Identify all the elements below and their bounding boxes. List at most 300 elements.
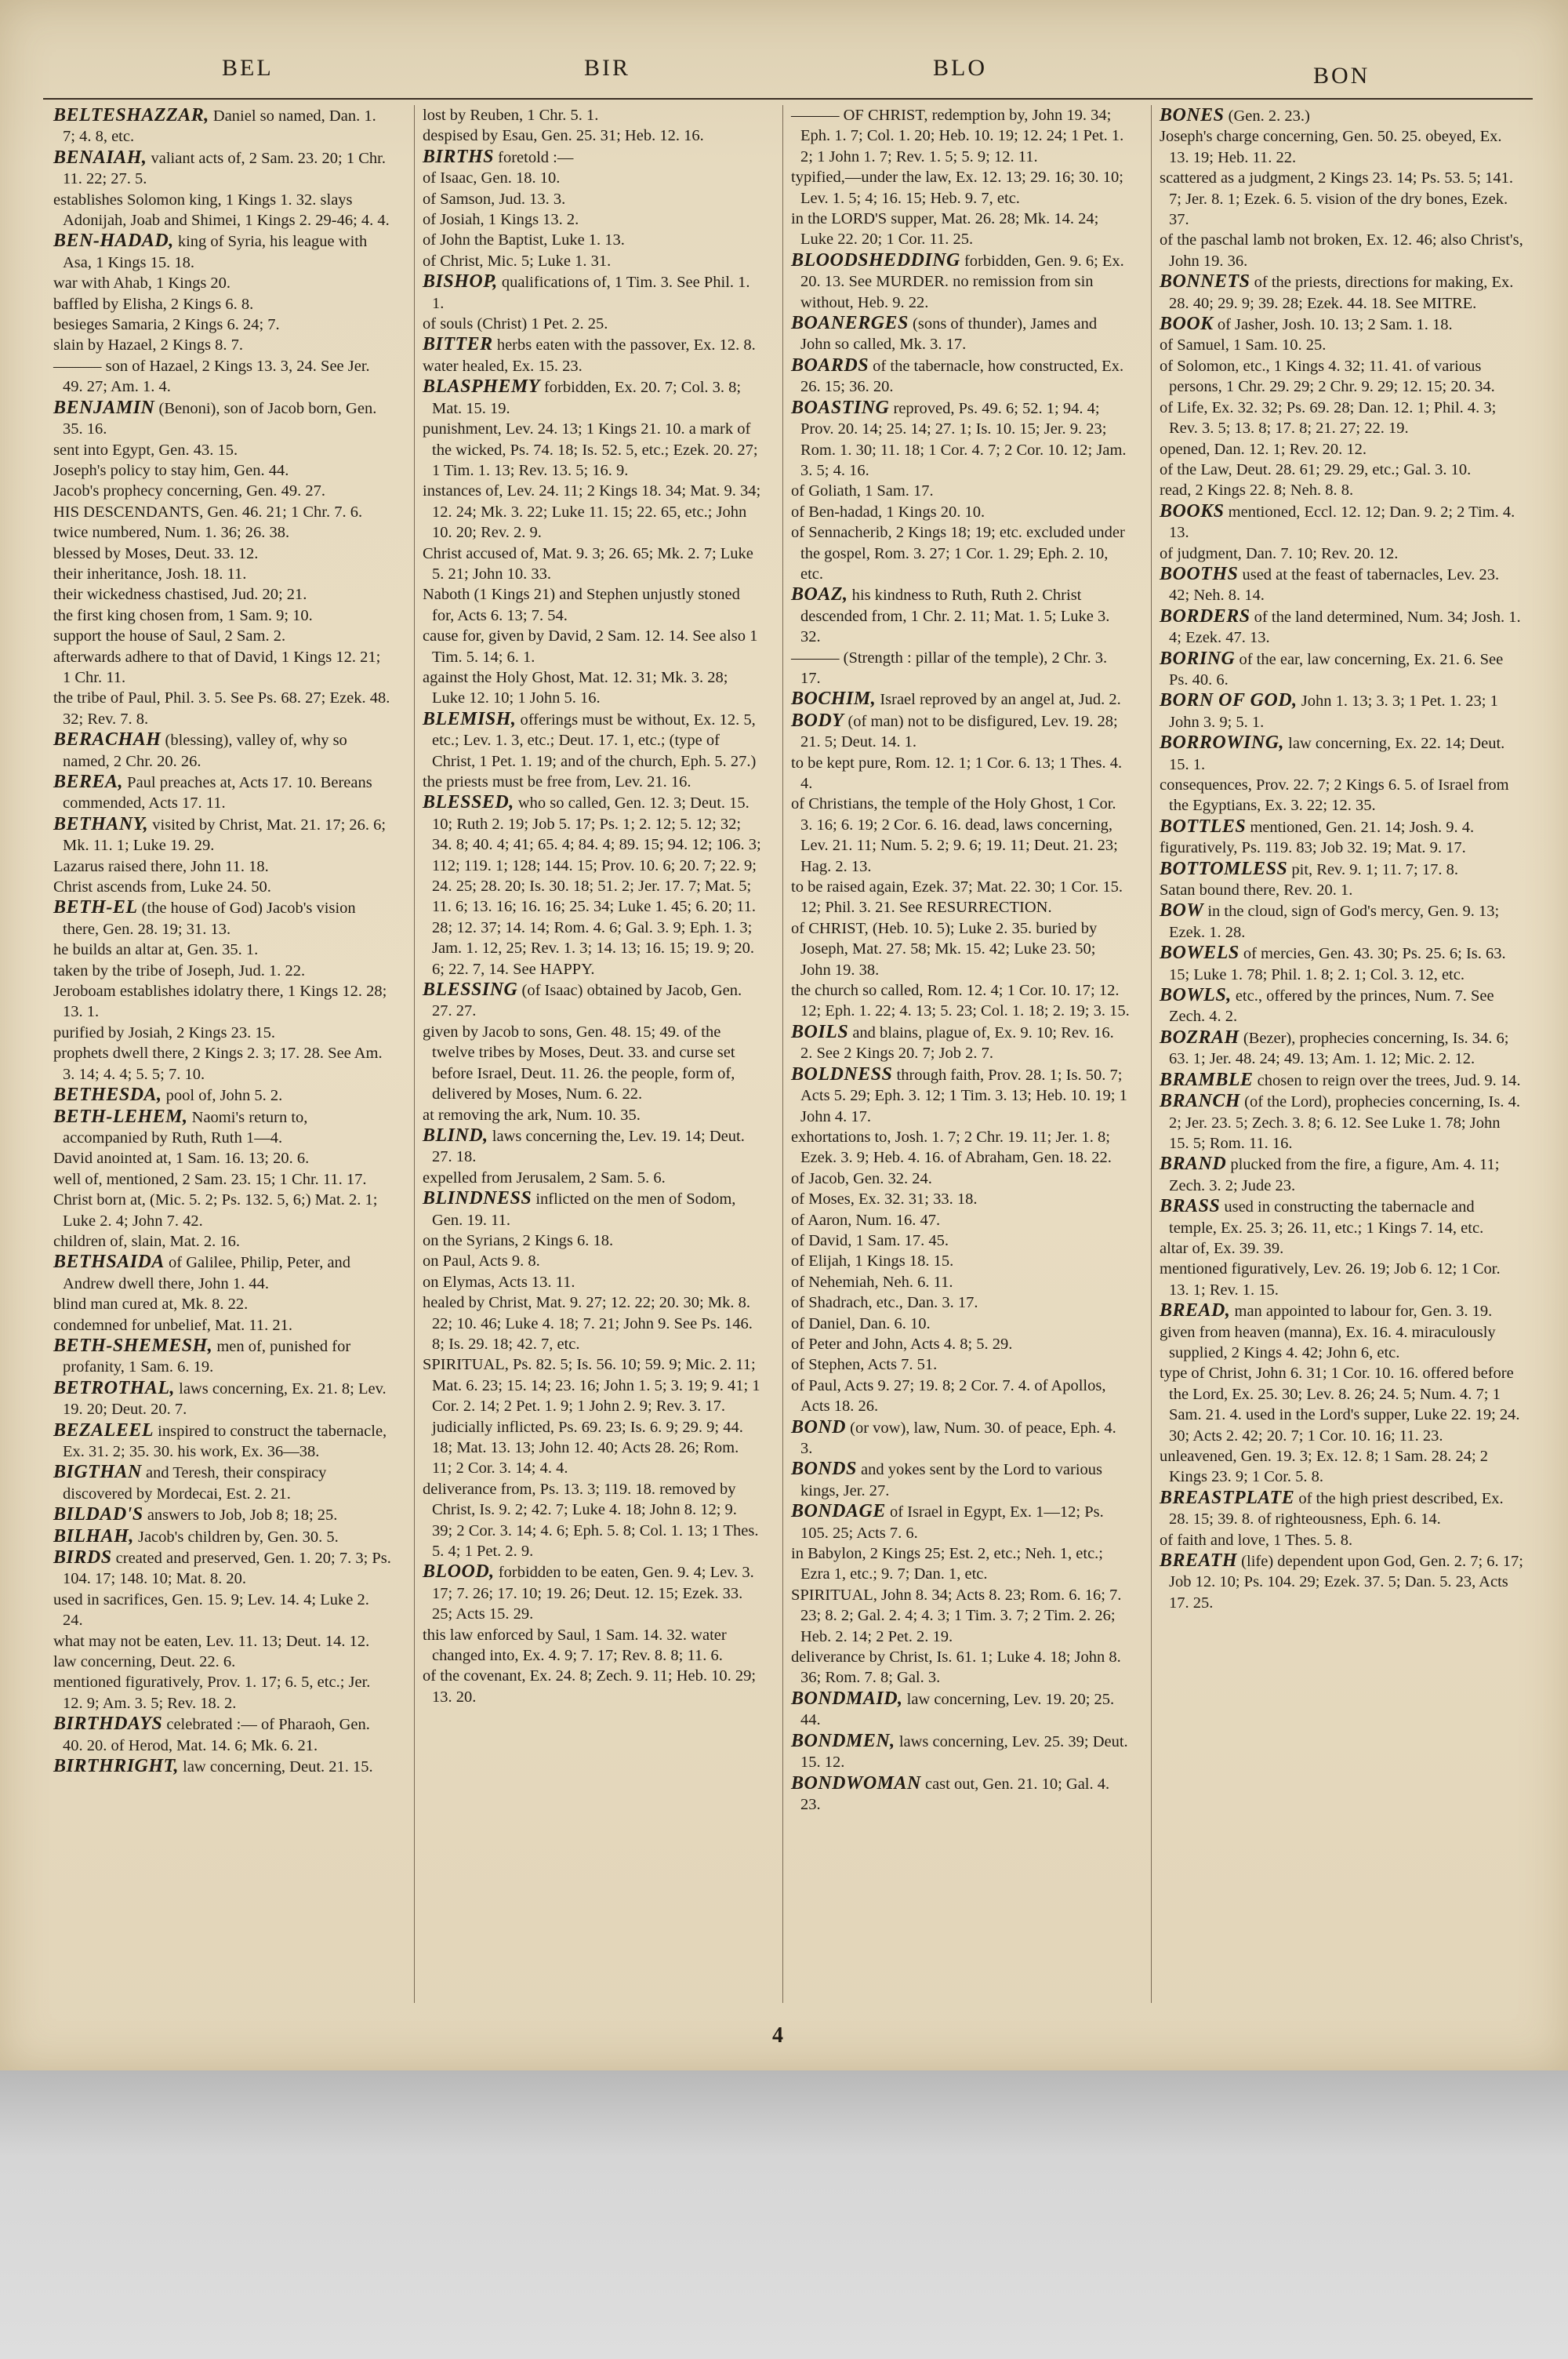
entry-headword: BOND <box>791 1416 847 1438</box>
index-entry <box>53 231 392 273</box>
entry-references: war with Ahab, 1 Kings 20. <box>53 274 231 293</box>
index-entry <box>1160 1070 1523 1091</box>
entry-references: and Teresh, their conspiracy discovered by Mordecai, Est. 2. 21. <box>63 1464 327 1503</box>
index-entry <box>791 1251 1130 1271</box>
index-entry <box>791 1127 1130 1169</box>
entry-references: (life) dependent upon God, Gen. 2. 7; 6. 17; Job 12. 10; Ps. 104. 29; Ezek. 37. 5; Dan. 5. 23, Acts 17. 25. <box>1169 1553 1523 1612</box>
entry-references: water healed, Ex. 15. 23. <box>423 357 583 375</box>
index-entry <box>53 105 392 147</box>
entry-headword: BREAD, <box>1160 1300 1231 1321</box>
entry-references: to be raised again, Ezek. 37; Mat. 22. 30; 1 Cor. 15. 12; Phil. 3. 21. See RESURRECTION. <box>791 878 1123 917</box>
entry-headword: BONDS <box>791 1459 857 1480</box>
entry-references: instances of, Lev. 24. 11; 2 Kings 18. 34; Mat. 9. 34; 12. 24; Mk. 3. 22; Luke 11. 15; 22. 65, etc.; John 10. 20; Rev. 2. 9. <box>423 482 761 542</box>
index-entry <box>791 1459 1130 1501</box>
entry-references: prophets dwell there, 2 Kings 2. 3; 17. 28. See Am. 3. 14; 4. 4; 5. 5; 7. 10. <box>53 1045 383 1083</box>
entry-references: pit, Rev. 9. 1; 11. 7; 17. 8. <box>1287 860 1458 878</box>
entry-references: of David, 1 Sam. 17. 45. <box>791 1231 949 1249</box>
index-entry <box>423 792 761 980</box>
index-entry <box>53 1504 392 1525</box>
header-rule <box>43 98 1533 100</box>
index-entry <box>53 1526 392 1547</box>
index-entry <box>791 689 1130 710</box>
entry-headword: BONNETS <box>1160 271 1250 293</box>
entry-references: he builds an altar at, Gen. 35. 1. <box>53 941 259 959</box>
entry-references: used in constructing the tabernacle and temple, Ex. 25. 3; 26. 11, etc.; 1 Kings 7. 14, etc. <box>1169 1198 1484 1237</box>
index-entry <box>791 355 1130 398</box>
index-entry <box>423 626 761 667</box>
index-entry <box>53 940 392 960</box>
index-entry <box>53 814 392 856</box>
index-entry <box>53 688 392 729</box>
entry-headword: BOLDNESS <box>791 1063 893 1085</box>
entry-references: man appointed to labour for, Gen. 3. 19. <box>1230 1303 1493 1321</box>
entry-headword: BERACHAH <box>53 729 162 751</box>
entry-headword: BLESSING <box>423 980 518 1001</box>
index-entry <box>53 1085 392 1106</box>
entry-references: valiant acts of, 2 Sam. 23. 20; 1 Chr. 11. 22; 27. 5. <box>63 149 386 188</box>
entry-references: of Isaac, Gen. 18. 10. <box>423 169 561 187</box>
index-entry <box>1160 1091 1523 1154</box>
entry-references: given by Jacob to sons, Gen. 48. 15; 49. of the twelve tribes by Moses, Deut. 33. and curse set before Israel, Deut. 11. 26. the people, form of, delivered by Moses, Num. 6. 22. <box>423 1023 735 1103</box>
index-entry <box>53 314 392 335</box>
entry-references: mentioned, Eccl. 12. 12; Dan. 9. 2; 2 Tim. 4. 13. <box>1169 503 1515 542</box>
entry-references: used at the feast of tabernacles, Lev. 23. 42; Neh. 8. 14. <box>1169 565 1500 605</box>
entry-references: of Sennacherib, 2 Kings 18; 19; etc. excluded under the gospel, Rom. 3. 27; 1 Cor. 1. 29; Eph. 2. 10, etc. <box>791 524 1125 583</box>
index-entry <box>423 1292 761 1354</box>
index-entry <box>1160 1300 1523 1321</box>
index-entry <box>1160 356 1523 398</box>
index-entry <box>53 1420 392 1463</box>
entry-references: Jacob's prophecy concerning, Gen. 49. 27. <box>53 482 325 500</box>
entry-headword: BETH-LEHEM, <box>53 1106 188 1127</box>
entry-references: forbidden to be eaten, Gen. 9. 4; Lev. 3. 17; 7. 26; 17. 10; 19. 26; Deut. 12. 15; Ezek. 33. 25; Acts 15. 29. <box>432 1564 754 1623</box>
index-entry <box>1160 168 1523 230</box>
entry-headword: BIRTHS <box>423 146 495 167</box>
entry-references: lost by Reuben, 1 Chr. 5. 1. <box>423 107 599 124</box>
entry-references: deliverance from, Ps. 13. 3; 119. 18. removed by Christ, Is. 9. 2; 42. 7; Luke 4. 18; John 8. 12; 9. 39; 2 Cor. 3. 14; 4. 6; Eph. 5. 8; Col. 1. 13; 1 Thes. 5. 4; 1 Pet. 2. 9. <box>423 1480 759 1561</box>
entry-references: Jeroboam establishes idolatry there, 1 Kings 12. 28; 13. 1. <box>53 983 387 1021</box>
index-entry <box>53 856 392 877</box>
entry-references: cause for, given by David, 2 Sam. 12. 14. See also 1 Tim. 5. 14; 6. 1. <box>423 627 758 666</box>
entry-references: figuratively, Ps. 119. 83; Job 32. 19; Mat. 9. 17. <box>1160 839 1466 857</box>
index-entry <box>53 647 392 689</box>
entry-references: laws concerning the, Lev. 19. 14; Deut. 27. 18. <box>432 1127 745 1166</box>
entry-headword: BIRDS <box>53 1547 112 1568</box>
entry-references: of Goliath, 1 Sam. 17. <box>791 482 934 500</box>
entry-references: created and preserved, Gen. 1. 20; 7. 3; Ps. 104. 17; 148. 10; Mat. 8. 20. <box>63 1550 391 1588</box>
index-entry <box>791 648 1130 689</box>
entry-references: Israel reproved by an angel at, Jud. 2. <box>876 691 1121 709</box>
entry-references: in the cloud, sign of God's mercy, Gen. 9. 13; Ezek. 1. 28. <box>1169 903 1500 941</box>
entry-references: the church so called, Rom. 12. 4; 1 Cor. 10. 17; 12. 12; Eph. 1. 22; 4. 13; 5. 23; Col. 1. 18; 2. 19; 3. 15. <box>791 982 1130 1020</box>
entry-references: (blessing), valley of, why so named, 2 Chr. 20. 26. <box>63 732 347 770</box>
index-entry <box>1160 1027 1523 1070</box>
index-entry <box>791 794 1130 877</box>
index-entry <box>53 502 392 522</box>
entry-references: unleavened, Gen. 19. 3; Ex. 12. 8; 1 Sam. 28. 24; 2 Kings 23. 9; 1 Cor. 5. 8. <box>1160 1448 1489 1486</box>
entry-headword: BOILS <box>791 1021 849 1042</box>
index-entry <box>1160 460 1523 480</box>
index-entry <box>1160 859 1523 880</box>
index-entry <box>53 335 392 355</box>
index-entry <box>423 125 761 146</box>
entry-headword: BETH-SHEMESH, <box>53 1335 213 1356</box>
entry-references: read, 2 Kings 22. 8; Neh. 8. 8. <box>1160 482 1354 500</box>
index-entry <box>1160 732 1523 775</box>
index-entry <box>53 1672 392 1714</box>
index-entry <box>53 273 392 293</box>
index-entry <box>423 1022 761 1105</box>
entry-headword: BLINDNESS <box>423 1188 532 1209</box>
index-entry <box>791 481 1130 501</box>
entry-references: support the house of Saul, 2 Sam. 2. <box>53 627 286 645</box>
index-entry <box>1160 690 1523 732</box>
index-entry <box>53 961 392 981</box>
entry-references: of CHRIST, (Heb. 10. 5); Luke 2. 35. buried by Joseph, Mat. 27. 58; Mk. 15. 42; Luke 23. 50; John 19. 38. <box>791 919 1098 979</box>
index-entry <box>53 729 392 772</box>
column-1 <box>45 105 397 2003</box>
index-entry <box>791 1688 1130 1731</box>
entry-headword: BORROWING, <box>1160 732 1285 754</box>
index-entry <box>423 419 761 481</box>
entry-references: Christ born at, (Mic. 5. 2; Ps. 132. 5, 6;) Mat. 2. 1; Luke 2. 4; John 7. 42. <box>53 1191 378 1230</box>
index-entry <box>53 1294 392 1314</box>
entry-headword: BETHANY, <box>53 813 149 834</box>
index-entry <box>1160 126 1523 168</box>
entry-references: of mercies, Gen. 43. 30; Ps. 25. 6; Is. 63. 15; Luke 1. 78; Phil. 1. 8; 2. 1; Col. 3. 12, etc. <box>1169 945 1506 983</box>
index-entry <box>423 105 761 125</box>
entry-references: of Samuel, 1 Sam. 10. 25. <box>1160 336 1327 354</box>
entry-references: against the Holy Ghost, Mat. 12. 31; Mk. 3. 28; Luke 12. 10; 1 John 5. 16. <box>423 668 728 707</box>
entry-headword: BLEMISH, <box>423 708 517 729</box>
entry-references: blind man cured at, Mk. 8. 22. <box>53 1296 249 1314</box>
entry-references: despised by Esau, Gen. 25. 31; Heb. 12. 16. <box>423 127 704 145</box>
entry-references: of the land determined, Num. 34; Josh. 1. 4; Ezek. 47. 13. <box>1169 608 1521 647</box>
index-entry <box>53 1652 392 1672</box>
column-4 <box>1151 105 1528 2003</box>
entry-headword: BETROTHAL, <box>53 1377 176 1398</box>
index-entry <box>423 709 761 772</box>
entry-references: of Josiah, 1 Kings 13. 2. <box>423 211 579 229</box>
index-entry <box>53 481 392 501</box>
entry-references: John 1. 13; 3. 3; 1 Pet. 1. 23; 1 John 3. 9; 5. 1. <box>1169 692 1498 731</box>
entry-references: deliverance by Christ, Is. 61. 1; Luke 4. 18; John 8. 36; Rom. 7. 8; Gal. 3. <box>791 1648 1121 1687</box>
entry-references: of Christ, Mic. 5; Luke 1. 31. <box>423 252 612 270</box>
entry-references: mentioned figuratively, Lev. 26. 19; Job 6. 12; 1 Cor. 13. 1; Rev. 1. 15. <box>1160 1260 1501 1299</box>
index-entry <box>791 1314 1130 1334</box>
index-entry <box>791 753 1130 794</box>
entry-headword: BRASS <box>1160 1196 1221 1217</box>
entry-headword: BOWLS, <box>1160 985 1232 1006</box>
entry-references: slain by Hazael, 2 Kings 8. 7. <box>53 336 243 354</box>
index-entry <box>53 1631 392 1652</box>
entry-references: mentioned figuratively, Prov. 1. 17; 6. 5, etc.; Jer. 12. 9; Am. 3. 5; Rev. 18. 2. <box>53 1674 371 1712</box>
entry-headword: BOTTOMLESS <box>1160 858 1288 879</box>
entry-references: king of Syria, his league with Asa, 1 Kings 15. 18. <box>63 233 368 271</box>
index-entry <box>1160 1154 1523 1196</box>
index-entry <box>53 1148 392 1169</box>
index-entry <box>53 1462 392 1504</box>
entry-references: of Nehemiah, Neh. 6. 11. <box>791 1273 953 1291</box>
index-entry <box>53 294 392 314</box>
entry-references: Naomi's return to, accompanied by Ruth, Ruth 1—4. <box>63 1108 308 1147</box>
entry-references: of Galilee, Philip, Peter, and Andrew dwell there, John 1. 44. <box>63 1254 351 1292</box>
entry-references: law concerning, Deut. 21. 15. <box>179 1758 373 1776</box>
entry-references: Satan bound there, Rev. 20. 1. <box>1160 881 1353 900</box>
entry-references: condemned for unbelief, Mat. 11. 21. <box>53 1316 292 1334</box>
entry-references: twice numbered, Num. 1. 36; 26. 38. <box>53 524 290 542</box>
entry-headword: BILHAH, <box>53 1525 134 1547</box>
index-entry <box>423 1561 761 1624</box>
running-head-2: BIR <box>584 55 631 81</box>
entry-headword: BOW <box>1160 900 1204 921</box>
entry-references: ——— OF CHRIST, redemption by, John 19. 34; Eph. 1. 7; Col. 1. 20; Heb. 10. 19; 12. 24; 1 Pet. 1. 2; 1 John 1. 7; Rev. 1. 5; 5. 9; 12. 11. <box>791 107 1124 165</box>
entry-references: Joseph's policy to stay him, Gen. 44. <box>53 461 289 479</box>
index-entry <box>1160 105 1523 126</box>
entry-references: of the covenant, Ex. 24. 8; Zech. 9. 11; Heb. 10. 29; 13. 20. <box>423 1667 757 1706</box>
entry-references: offerings must be without, Ex. 12. 5, etc.; Lev. 1. 3, etc.; Deut. 17. 1, etc.; (type of Christ, 1 Pet. 1. 19; and of the church, Eph. 5. 27.) <box>432 711 757 770</box>
entry-references: inflicted on the men of Sodom, Gen. 19. 11. <box>432 1190 736 1229</box>
entry-references: Lazarus raised there, John 11. 18. <box>53 857 269 875</box>
index-entry <box>53 147 392 190</box>
index-entry <box>53 772 392 814</box>
entry-references: of the high priest described, Ex. 28. 15; 39. 8. of righteousness, Eph. 6. 14. <box>1169 1489 1504 1528</box>
index-entry <box>423 1354 761 1478</box>
entry-references: of Stephen, Acts 7. 51. <box>791 1356 938 1374</box>
index-entry <box>53 1756 392 1777</box>
entry-references: on the Syrians, 2 Kings 6. 18. <box>423 1231 614 1249</box>
entry-references: foretold :— <box>494 148 574 166</box>
index-entry <box>53 460 392 481</box>
entry-references: ——— (Strength : pillar of the temple), 2 Chr. 3. 17. <box>791 649 1108 687</box>
index-entry <box>791 1501 1130 1543</box>
running-header <box>0 55 1568 89</box>
index-entry <box>791 1585 1130 1647</box>
index-entry <box>53 1107 392 1149</box>
entry-references: forbidden, Gen. 9. 6; Ex. 20. 13. See MURDER. no remission from sin without, Heb. 9. 22. <box>800 252 1124 311</box>
entry-headword: BONDAGE <box>791 1501 886 1522</box>
entry-references: of Israel in Egypt, Ex. 1—12; Ps. 105. 25; Acts 7. 6. <box>800 1503 1104 1542</box>
index-entry <box>423 271 761 314</box>
index-entry <box>53 1252 392 1294</box>
index-entry <box>423 230 761 250</box>
entry-references: sent into Egypt, Gen. 43. 15. <box>53 441 238 459</box>
index-entry <box>791 1731 1130 1773</box>
index-entry <box>423 1625 761 1667</box>
entry-references: given from heaven (manna), Ex. 16. 4. miraculously supplied, 2 Kings 4. 42; John 6, etc. <box>1160 1323 1496 1361</box>
running-head-3: BLO <box>933 55 987 81</box>
index-entry <box>1160 398 1523 439</box>
entry-references: baffled by Elisha, 2 Kings 6. 8. <box>53 295 254 313</box>
index-entry <box>53 543 392 564</box>
index-entry <box>791 167 1130 209</box>
entry-references: besieges Samaria, 2 Kings 6. 24; 7. <box>53 316 280 334</box>
index-entry <box>791 250 1130 313</box>
entry-references: of the ear, law concerning, Ex. 21. 6. See Ps. 40. 6. <box>1169 650 1504 689</box>
entry-headword: BOCHIM, <box>791 689 877 710</box>
index-entry <box>791 1189 1130 1209</box>
entry-headword: BONDMEN, <box>791 1730 895 1751</box>
index-entry <box>53 1714 392 1756</box>
entry-references: of John the Baptist, Luke 1. 13. <box>423 231 625 249</box>
entry-references: of Solomon, etc., 1 Kings 4. 32; 11. 41. of various persons, 1 Chr. 29. 29; 2 Chr. 9. 29; 12. 15; 20. 34. <box>1160 357 1495 396</box>
index-entry <box>423 189 761 209</box>
index-entry <box>1160 1363 1523 1446</box>
entry-references: of the paschal lamb not broken, Ex. 12. 46; also Christ's, John 19. 36. <box>1160 231 1523 270</box>
entry-references: altar of, Ex. 39. 39. <box>1160 1239 1284 1257</box>
entry-references: Christ accused of, Mat. 9. 3; 26. 65; Mk. 2. 7; Luke 5. 21; John 10. 33. <box>423 544 753 583</box>
index-entry <box>1160 439 1523 460</box>
entry-references: and blains, plague of, Ex. 9. 10; Rev. 16. 2. See 2 Kings 20. 7; Job 2. 7. <box>800 1023 1114 1063</box>
index-entry <box>791 1210 1130 1230</box>
entry-headword: BOOKS <box>1160 500 1225 522</box>
entry-headword: BEZALEEL <box>53 1419 154 1441</box>
page-number: 4 <box>772 2023 783 2048</box>
entry-references: of the priests, directions for making, Ex. 28. 40; 29. 9; 39. 28; Ezek. 44. 18. See MITRE. <box>1169 274 1514 312</box>
index-entry <box>791 1773 1130 1816</box>
entry-references: Paul preaches at, Acts 17. 10. Bereans commended, Acts 17. 11. <box>63 774 372 812</box>
entry-references: of faith and love, 1 Thes. 5. 8. <box>1160 1531 1353 1549</box>
index-entry <box>1160 480 1523 500</box>
entry-references: SPIRITUAL, John 8. 34; Acts 8. 23; Rom. 6. 16; 7. 23; 8. 2; Gal. 2. 4; 4. 3; 1 Tim. 3. 7; 2 Tim. 2. 26; Heb. 2. 14; 2 Pet. 2. 19. <box>791 1586 1122 1645</box>
index-entry <box>1160 501 1523 543</box>
entry-references: used in sacrifices, Gen. 15. 9; Lev. 14. 4; Luke 2. 24. <box>53 1590 369 1630</box>
index-entry <box>53 584 392 605</box>
entry-references: in the LORD'S supper, Mat. 26. 28; Mk. 14. 24; Luke 22. 20; 1 Cor. 11. 25. <box>791 210 1099 249</box>
entry-references: afterwards adhere to that of David, 1 Kings 12. 21; 1 Chr. 11. <box>53 648 381 686</box>
index-entry <box>53 1378 392 1420</box>
entry-references: of the Law, Deut. 28. 61; 29. 29, etc.; Gal. 3. 10. <box>1160 460 1472 478</box>
entry-references: herbs eaten with the passover, Ex. 12. 8. <box>492 336 756 354</box>
index-entry <box>53 1336 392 1378</box>
index-entry <box>53 1315 392 1336</box>
index-entry <box>423 1272 761 1292</box>
index-entry <box>53 981 392 1023</box>
index-entry <box>791 1417 1130 1459</box>
entry-references: taken by the tribe of Joseph, Jud. 1. 22. <box>53 961 306 980</box>
index-entry <box>791 918 1130 980</box>
entry-headword: BONDWOMAN <box>791 1772 921 1794</box>
index-entry <box>423 251 761 271</box>
index-entry <box>423 584 761 626</box>
entry-references: (Gen. 2. 23.) <box>1224 107 1310 125</box>
index-entry <box>1160 606 1523 649</box>
index-entry <box>53 356 392 398</box>
entry-references: typified,—under the law, Ex. 12. 13; 29. 16; 30. 10; Lev. 1. 5; 4; 16. 15; Heb. 9. 7, etc. <box>791 169 1123 207</box>
entry-references: SPIRITUAL, Ps. 82. 5; Is. 56. 10; 59. 9; Mic. 2. 11; Mat. 6. 23; 15. 14; 23. 16; John 1. 5; 3. 19; 9. 41; 1 Cor. 2. 14; 2 Pet. 1. 9; 1 John 2. 9; Rev. 3. 17. judicially inflicted, Ps. 69. 23; Is. 6. 9; 29. 9; 44. 18; Mat. 13. 13; John 12. 40; Acts 28. 26; Rom. 11; 2 Cor. 3. 14; 4. 4. <box>423 1356 760 1478</box>
entry-references: visited by Christ, Mat. 21. 17; 26. 6; Mk. 11. 1; Luke 19. 29. <box>63 816 387 855</box>
entry-headword: BLESSED, <box>423 792 514 813</box>
entry-references: law concerning, Deut. 22. 6. <box>53 1653 236 1671</box>
entry-references: through faith, Prov. 28. 1; Is. 50. 7; Acts 5. 29; Eph. 3. 12; 1 Tim. 3. 13; Heb. 10. 19; 1 John 4. 17. <box>800 1066 1127 1125</box>
entry-references: laws concerning, Lev. 25. 39; Deut. 15. 12. <box>800 1732 1128 1772</box>
index-entry <box>791 209 1130 250</box>
entry-references: expelled from Jerusalem, 2 Sam. 5. 6. <box>423 1169 666 1187</box>
entry-headword: BEN-HADAD, <box>53 231 174 252</box>
entry-headword: BORING <box>1160 648 1236 669</box>
entry-headword: BETHESDA, <box>53 1085 162 1106</box>
entry-references: type of Christ, John 6. 31; 1 Cor. 10. 16. offered before the Lord, Ex. 25. 30; Lev. 8. 26; 24. 5; Num. 4. 7; 1 Sam. 21. 4. used in the Lord's supper, Luke 22. 19; 24. 30; Acts 2. 42; 20. 7; 1 Cor. 10. 16; 11. 23. <box>1160 1365 1520 1445</box>
index-entry <box>423 334 761 355</box>
entry-references: (the house of God) Jacob's vision there, Gen. 28. 19; 31. 13. <box>63 900 356 938</box>
index-entry <box>53 1023 392 1043</box>
entry-references: (or vow), law, Num. 30. of peace, Eph. 4. 3. <box>800 1419 1116 1457</box>
index-entry <box>423 980 761 1022</box>
index-entry <box>423 356 761 376</box>
index-entry <box>791 398 1130 482</box>
index-entry <box>791 105 1130 167</box>
entry-references: on Paul, Acts 9. 8. <box>423 1252 540 1270</box>
running-head-1: BEL <box>222 55 274 81</box>
index-entry <box>423 1125 761 1168</box>
entry-references: cast out, Gen. 21. 10; Gal. 4. 23. <box>800 1775 1110 1813</box>
index-entry <box>1160 564 1523 606</box>
entry-headword: BELTESHAZZAR, <box>53 105 209 125</box>
entry-references: to be kept pure, Rom. 12. 1; 1 Cor. 6. 13; 1 Thes. 4. 4. <box>791 754 1123 792</box>
entry-headword: BORDERS <box>1160 605 1250 627</box>
entry-references: on Elymas, Acts 13. 11. <box>423 1273 575 1291</box>
entry-headword: BITTER <box>423 334 493 355</box>
entry-headword: BREASTPLATE <box>1160 1487 1295 1508</box>
entry-references: of Ben-hadad, 1 Kings 20. 10. <box>791 503 985 521</box>
index-entry <box>423 209 761 230</box>
index-entry <box>53 1231 392 1252</box>
index-entry <box>53 877 392 897</box>
entry-references: of Jasher, Josh. 10. 13; 2 Sam. 1. 18. <box>1213 316 1453 334</box>
entry-references: reproved, Ps. 49. 6; 52. 1; 94. 4; Prov. 20. 14; 25. 14; 27. 1; Is. 10. 15; Jer. 9. 23; Rom. 1. 30; 11. 18; 1 Cor. 4. 7; 2 Cor. 10. 12; Jam. 3. 5; 4. 16. <box>800 399 1127 479</box>
index-entry <box>53 1169 392 1190</box>
index-entry <box>1160 649 1523 691</box>
entry-references: of Daniel, Dan. 6. 10. <box>791 1314 931 1332</box>
entry-headword: BLOODSHEDDING <box>791 249 960 271</box>
entry-references: punishment, Lev. 24. 13; 1 Kings 21. 10. a mark of the wicked, Ps. 74. 18; Is. 52. 5, etc.; Ezek. 20. 27; 1 Tim. 1. 13; Rev. 13. 5; 16. 9. <box>423 420 758 479</box>
entry-references: (of the Lord), prophecies concerning, Is. 4. 2; Jer. 23. 5; Zech. 3. 8; 6. 12. See Luke 1. 78; John 15. 5; Rom. 11. 16. <box>1169 1093 1520 1152</box>
entry-references: the priests must be free from, Lev. 21. 16. <box>423 773 691 791</box>
column-2 <box>414 105 766 2003</box>
entry-references: law concerning, Ex. 22. 14; Deut. 15. 1. <box>1169 735 1505 773</box>
entry-references: chosen to reign over the trees, Jud. 9. 14. <box>1253 1071 1521 1089</box>
index-entry <box>1160 230 1523 271</box>
entry-references: their inheritance, Josh. 18. 11. <box>53 565 247 583</box>
index-entry <box>1160 543 1523 564</box>
entry-headword: BOARDS <box>791 354 869 376</box>
entry-references: of judgment, Dan. 7. 10; Rev. 20. 12. <box>1160 544 1399 562</box>
index-entry <box>791 1334 1130 1354</box>
background-surface <box>0 2070 1568 2359</box>
entry-references: his kindness to Ruth, Ruth 2. Christ descended from, 1 Chr. 2. 11; Mat. 1. 5; Luke 3. 32. <box>800 587 1110 646</box>
index-entry <box>1160 1322 1523 1364</box>
entry-references: the tribe of Paul, Phil. 3. 5. See Ps. 68. 27; Ezek. 48. 32; Rev. 7. 8. <box>53 689 390 728</box>
entry-headword: BODY <box>791 710 844 731</box>
entry-headword: BOWELS <box>1160 943 1240 964</box>
index-entry <box>791 313 1130 355</box>
index-entry <box>1160 1259 1523 1300</box>
entry-headword: BLIND, <box>423 1125 488 1146</box>
entry-headword: BILDAD'S <box>53 1504 143 1525</box>
index-entry <box>423 481 761 543</box>
index-entry <box>791 1022 1130 1064</box>
entry-references: consequences, Prov. 22. 7; 2 Kings 6. 5. of Israel from the Egyptians, Ex. 3. 22; 12. 35. <box>1160 776 1509 815</box>
index-entry <box>791 980 1130 1022</box>
entry-references: scattered as a judgment, 2 Kings 23. 14; Ps. 53. 5; 141. 7; Jer. 8. 1; Ezek. 6. 5. vision of the dry bones, Ezek. 37. <box>1160 169 1513 229</box>
entry-references: of Christians, the temple of the Holy Ghost, 1 Cor. 3. 16; 6. 19; 2 Cor. 6. 16. dead, laws concerning, Lev. 21. 11; Num. 5. 2; 9. 6; 19. 11; Deut. 21. 23; Hag. 2. 13. <box>791 795 1118 875</box>
entry-headword: BONDMAID, <box>791 1688 903 1709</box>
entry-headword: BENJAMIN <box>53 397 155 418</box>
index-entry <box>791 1292 1130 1313</box>
index-entry <box>791 502 1130 522</box>
index-entry <box>423 147 761 168</box>
entry-references: Jacob's children by, Gen. 30. 5. <box>133 1528 339 1546</box>
